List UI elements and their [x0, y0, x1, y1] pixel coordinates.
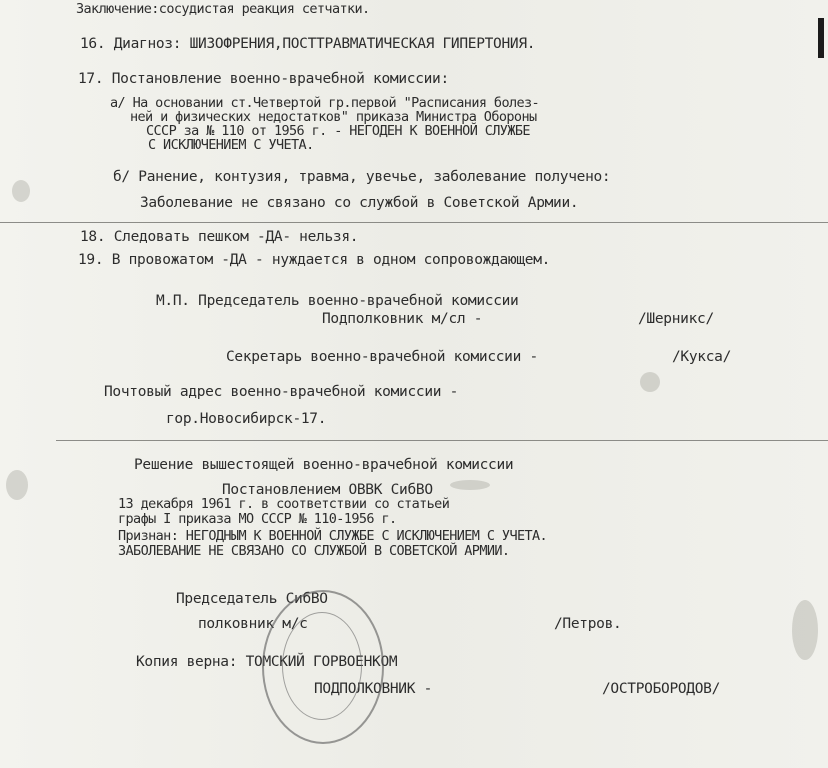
copy-certified-line: Копия верна: ТОМСКИЙ ГОРВОЕНКОМ — [136, 654, 398, 670]
scan-speckle — [792, 600, 818, 660]
scan-speckle — [450, 480, 490, 490]
scan-speckle — [6, 470, 28, 500]
seal-inner-ring — [282, 612, 362, 720]
resolution-b-line-2: Заболевание не связано со службой в Советской Армии. — [140, 195, 579, 211]
colonel-line: полковник м/с — [198, 616, 308, 632]
city-line: гор.Новосибирск-17. — [166, 411, 327, 427]
illness-not-related-line: ЗАБОЛЕВАНИЕ НЕ СВЯЗАНО СО СЛУЖБОЙ В СОВЕТСКОЙ АРМИИ. — [118, 543, 510, 559]
chairman-name: /Шерникс/ — [638, 311, 714, 327]
scan-edge-bar — [818, 18, 824, 58]
resolution-a-line-4: С ИСКЛЮЧЕНИЕМ С УЧЕТА. — [148, 137, 314, 153]
sibvo-chairman-line: Председатель СибВО — [176, 591, 328, 607]
chairman-line: М.П. Председатель военно-врачебной комиссии — [156, 293, 519, 309]
diagnosis-line: 16. Диагноз: ШИЗОФРЕНИЯ,ПОСТТРАВМАТИЧЕСКАЯ ГИПЕРТОНИЯ. — [80, 36, 536, 52]
divider-line — [0, 222, 828, 223]
ovvk-resolution-line: Постановлением ОВВК СибВО — [222, 482, 433, 498]
petrov-name: /Петров. — [554, 616, 622, 632]
postal-address-line: Почтовый адрес военно-врачебной комиссии - — [104, 384, 459, 400]
secretary-line: Секретарь военно-врачебной комиссии - — [226, 349, 538, 365]
declared-unfit-line: Признан: НЕГОДНЫМ К ВОЕННОЙ СЛУЖБЕ С ИСКЛЮЧЕНИЕМ С УЧЕТА. — [118, 528, 548, 544]
resolution-heading: 17. Постановление военно-врачебной комиссии: — [78, 71, 449, 87]
item-19-line: 19. В провожатом -ДА - нуждается в одном сопровождающем. — [78, 252, 551, 268]
resolution-a-line-2: ней и физических недостатков" приказа Министра Обороны — [130, 109, 537, 125]
resolution-a-line-1: а/ На основании ст.Четвертой гр.первой "Расписания болез- — [110, 95, 540, 111]
item-18-line: 18. Следовать пешком -ДА- нельзя. — [80, 229, 359, 245]
date-line: 13 декабря 1961 г. в соответствии со статьей — [118, 496, 450, 512]
order-line: графы I приказа МО СССР № 110-1956 г. — [118, 511, 397, 527]
resolution-a-line-3: СССР за № 110 от 1956 г. - НЕГОДЕН К ВОЕННОЙ СЛУЖБЕ — [146, 123, 530, 139]
conclusion-line: Заключение:сосудистая реакция сетчатки. — [76, 1, 370, 17]
scan-speckle — [640, 372, 660, 392]
higher-commission-line: Решение вышестоящей военно-врачебной комиссии — [134, 457, 514, 473]
divider-line-2 — [56, 440, 828, 441]
round-seal-stamp — [262, 590, 384, 744]
lt-colonel-line: Подполковник м/сл - — [322, 311, 483, 327]
scan-speckle — [12, 180, 30, 202]
ostroborodov-name: /ОСТРОБОРОДОВ/ — [602, 681, 721, 697]
resolution-b-line-1: б/ Ранение, контузия, травма, увечье, заболевание получено: — [113, 169, 611, 185]
secretary-name: /Кукса/ — [672, 349, 732, 365]
lt-colonel-signature-line: ПОДПОЛКОВНИК - — [314, 681, 433, 697]
